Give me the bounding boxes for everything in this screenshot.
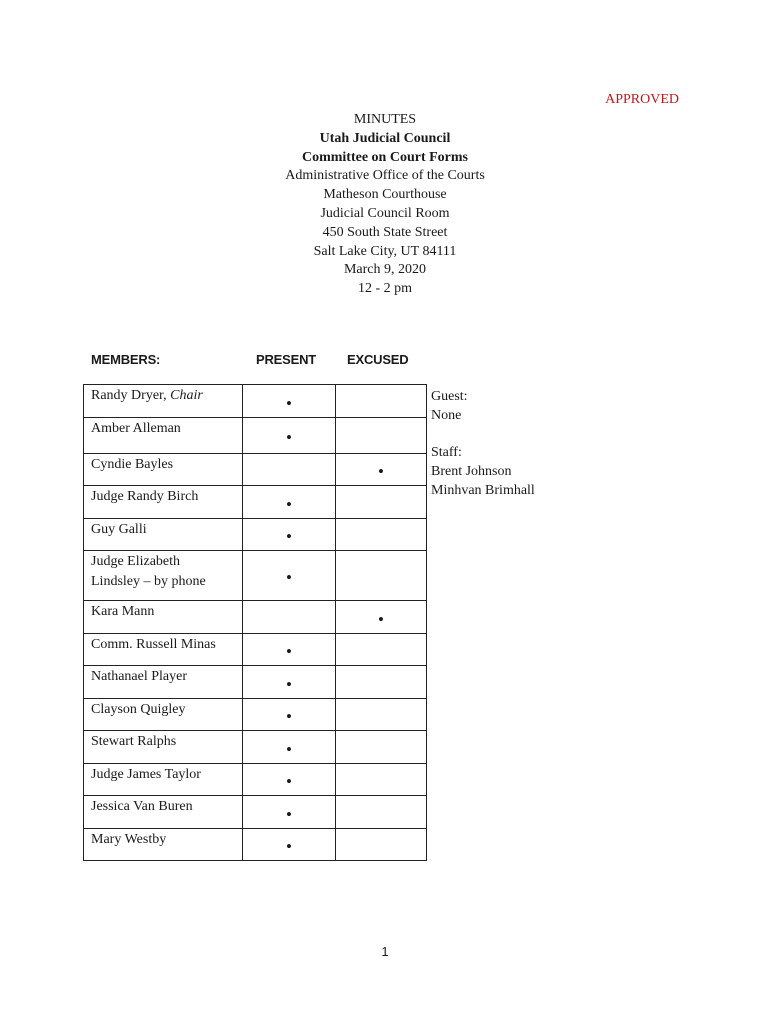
table-row — [84, 385, 427, 418]
member-role: Chair — [170, 388, 203, 403]
present-cell — [243, 418, 336, 454]
member-name-cell — [84, 385, 243, 418]
member-name-continued: Lindsley – by phone — [91, 574, 206, 589]
meeting-date: March 9, 2020 — [343, 262, 427, 278]
member-name-cell — [84, 551, 243, 601]
member-name-cell — [84, 796, 243, 829]
present-cell — [243, 486, 336, 519]
member-name: Comm. Russell Minas — [91, 637, 216, 652]
excused-cell — [336, 486, 427, 519]
present-cell — [243, 796, 336, 829]
attendance-bullet-icon: • — [286, 772, 292, 791]
excused-cell — [336, 731, 427, 764]
meeting-time: 12 - 2 pm — [357, 281, 413, 297]
attendance-bullet-icon: • — [286, 527, 292, 546]
member-name: Mary Westby — [91, 832, 167, 847]
table-row — [84, 486, 427, 519]
present-cell — [243, 551, 336, 601]
page-number: 1 — [381, 944, 389, 959]
member-name-cell — [84, 829, 243, 861]
present-cell — [243, 385, 336, 418]
members-column-heading: MEMBERS: — [91, 352, 161, 367]
present-cell — [243, 699, 336, 731]
excused-cell — [336, 551, 427, 601]
member-name: Judge Elizabeth — [91, 554, 181, 569]
member-name-cell — [84, 666, 243, 699]
member-name-cell — [84, 519, 243, 551]
attendance-bullet-icon: • — [286, 739, 292, 759]
present-cell — [243, 519, 336, 551]
excused-cell — [336, 519, 427, 551]
excused-cell — [336, 601, 427, 634]
attendance-bullet-icon: • — [286, 707, 292, 726]
attendance-bullet-icon: • — [286, 568, 292, 587]
member-name: Jessica Van Buren — [91, 799, 193, 814]
table-row — [84, 601, 427, 634]
table-row — [84, 551, 427, 601]
member-name-cell — [84, 601, 243, 634]
present-cell — [243, 829, 336, 861]
street-address: 450 South State Street — [322, 224, 448, 240]
excused-cell — [336, 699, 427, 731]
attendance-bullet-icon: • — [378, 609, 384, 629]
excused-column-heading: EXCUSED — [347, 352, 409, 367]
excused-cell — [336, 666, 427, 699]
excused-cell — [336, 418, 427, 454]
minutes-header — [0, 111, 770, 299]
staff-name: Brent Johnson — [431, 463, 512, 479]
excused-cell — [336, 385, 427, 418]
member-name: Randy Dryer, — [91, 388, 171, 403]
excused-cell — [336, 454, 427, 486]
building-name: Matheson Courthouse — [323, 187, 447, 203]
approved-stamp: APPROVED — [605, 92, 679, 107]
members-table — [83, 384, 427, 861]
present-cell — [243, 454, 336, 486]
member-name: Clayson Quigley — [91, 702, 186, 717]
member-name: Amber Alleman — [91, 421, 181, 436]
table-row — [84, 731, 427, 764]
member-name-cell — [84, 699, 243, 731]
table-row — [84, 634, 427, 666]
excused-cell — [336, 796, 427, 829]
attendance-bullet-icon: • — [286, 494, 292, 514]
member-name: Nathanael Player — [91, 669, 188, 684]
room-name: Judicial Council Room — [320, 205, 450, 221]
member-name: Guy Galli — [91, 522, 147, 537]
attendance-bullet-icon: • — [286, 674, 292, 694]
attendance-bullet-icon: • — [286, 428, 292, 447]
member-name: Judge James Taylor — [91, 767, 201, 782]
member-name-cell — [84, 486, 243, 519]
member-name-cell — [84, 454, 243, 486]
member-name: Kara Mann — [91, 604, 155, 619]
member-name-cell — [84, 764, 243, 796]
table-row — [84, 519, 427, 551]
attendance-bullet-icon: • — [378, 462, 384, 481]
present-cell — [243, 764, 336, 796]
staff-label: Staff: — [431, 445, 462, 461]
guest-label: Guest: — [431, 389, 468, 404]
table-row — [84, 829, 427, 861]
present-cell — [243, 601, 336, 634]
present-column-heading: PRESENT — [256, 352, 317, 367]
attendees-notes — [431, 388, 535, 500]
table-row — [84, 764, 427, 796]
present-cell — [243, 634, 336, 666]
excused-cell — [336, 634, 427, 666]
member-name: Stewart Ralphs — [91, 734, 177, 749]
attendance-bullet-icon: • — [286, 642, 292, 661]
excused-cell — [336, 764, 427, 796]
council-name: Utah Judicial Council — [319, 130, 451, 146]
present-cell — [243, 731, 336, 764]
member-name: Cyndie Bayles — [91, 457, 174, 472]
table-row — [84, 666, 427, 699]
table-row — [84, 699, 427, 731]
member-name-cell — [84, 731, 243, 764]
present-cell — [243, 666, 336, 699]
office-name: Administrative Office of the Courts — [285, 168, 485, 184]
city-address: Salt Lake City, UT 84111 — [313, 243, 457, 259]
staff-name: Minhvan Brimhall — [431, 482, 535, 498]
member-name-cell — [84, 418, 243, 454]
member-name: Judge Randy Birch — [91, 489, 199, 504]
attendance-bullet-icon: • — [286, 393, 292, 413]
excused-cell — [336, 829, 427, 861]
minutes-title: MINUTES — [353, 112, 417, 127]
committee-name: Committee on Court Forms — [301, 149, 468, 165]
table-row — [84, 418, 427, 454]
table-row — [84, 796, 427, 829]
attendance-bullet-icon: • — [286, 837, 292, 856]
table-row — [84, 454, 427, 486]
member-name-cell — [84, 634, 243, 666]
guest-value: None — [431, 407, 462, 423]
attendance-bullet-icon: • — [286, 804, 292, 824]
